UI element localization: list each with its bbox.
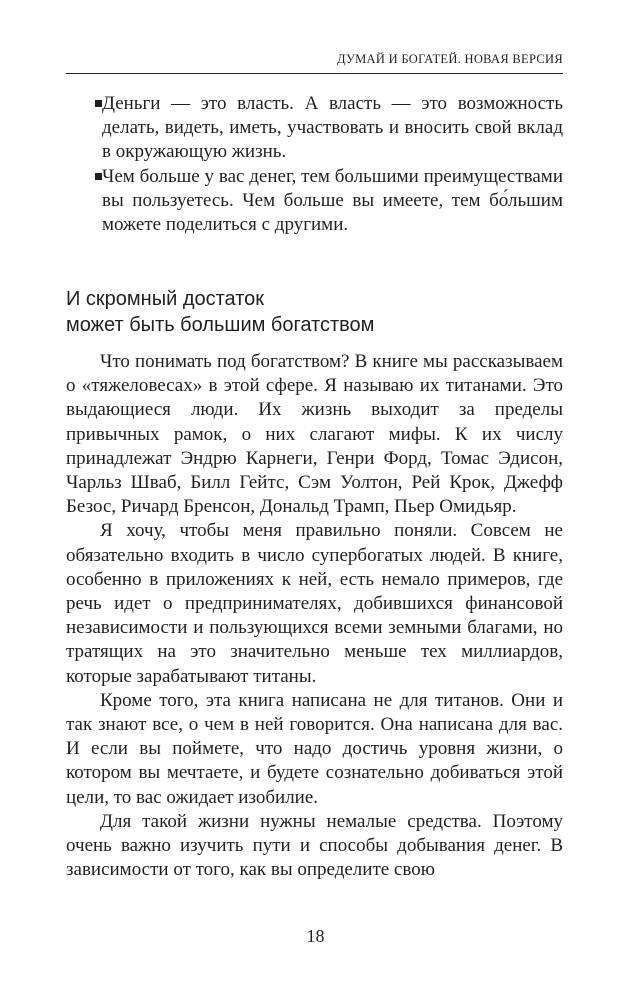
bullet-item: [66, 92, 563, 165]
paragraph: Кроме того, эта книга написана не для титанов. Они и так знают все, о чем в ней говорится. Она написана для вас. И если вы поймете, что надо достичь уровня жизни, о котором вы мечтаете, и будете сознательно добиваться этой цели, то вас ожидает изобилие.: [66, 689, 563, 808]
square-bullet-icon: [95, 173, 102, 180]
page-number: 18: [306, 926, 325, 946]
running-header: ДУМАЙ И БОГАТЕЙ. НОВАЯ ВЕРСИЯ: [336, 52, 563, 66]
paragraph: Что понимать под богатством? В книге мы рассказываем о «тяжеловесах» в этой сфере. Я называю их титанами. Это выдающиеся люди. Их жизнь выходит за пределы привычных рамок, о них слагают мифы. К их числу принадлежат Эндрю Карнеги, Генри Форд, Томас Эдисон, Чарльз Шваб, Билл Гейтс, Сэм Уолтон, Рей Крок, Джефф Безос, Ричард Бренсон, Дональд Трамп, Пьер Омидьяр.: [66, 351, 563, 518]
bullet-text: Деньги — это власть. А власть — это возможность делать, видеть, иметь, участвовать и вносить свой вклад в окружающую жизнь.: [102, 93, 563, 163]
body-text: [66, 350, 563, 882]
bullet-item: [66, 165, 563, 238]
square-bullet-icon: [95, 100, 102, 107]
paragraph: Я хочу, чтобы меня правильно поняли. Совсем не обязательно входить в число супербогатых людей. В книге, особенно в приложениях к ней, есть немало примеров, где речь идет о предпринимателях, добившихся финансовой независимости и пользующихся всеми земными благами, но тратящих на это значительно меньше тех миллиардов, которые зарабатывают титаны.: [66, 520, 563, 687]
paragraph: Для такой жизни нужны немалые средства. Поэтому очень важно изучить пути и способы добывания денег. В зависимости от того, как вы определите свою: [66, 810, 563, 881]
section-heading: [66, 286, 563, 338]
bullet-text: Чем больше у вас денег, тем большими преимуществами вы пользуетесь. Чем больше вы имеете, тем бо́льшим можете поделиться с другими.: [102, 165, 563, 236]
header-rule: [66, 73, 563, 74]
section-heading-line: может быть большим богатством: [66, 314, 375, 336]
bullet-list: [66, 92, 563, 237]
section-heading-line: И скромный достаток: [66, 288, 265, 310]
